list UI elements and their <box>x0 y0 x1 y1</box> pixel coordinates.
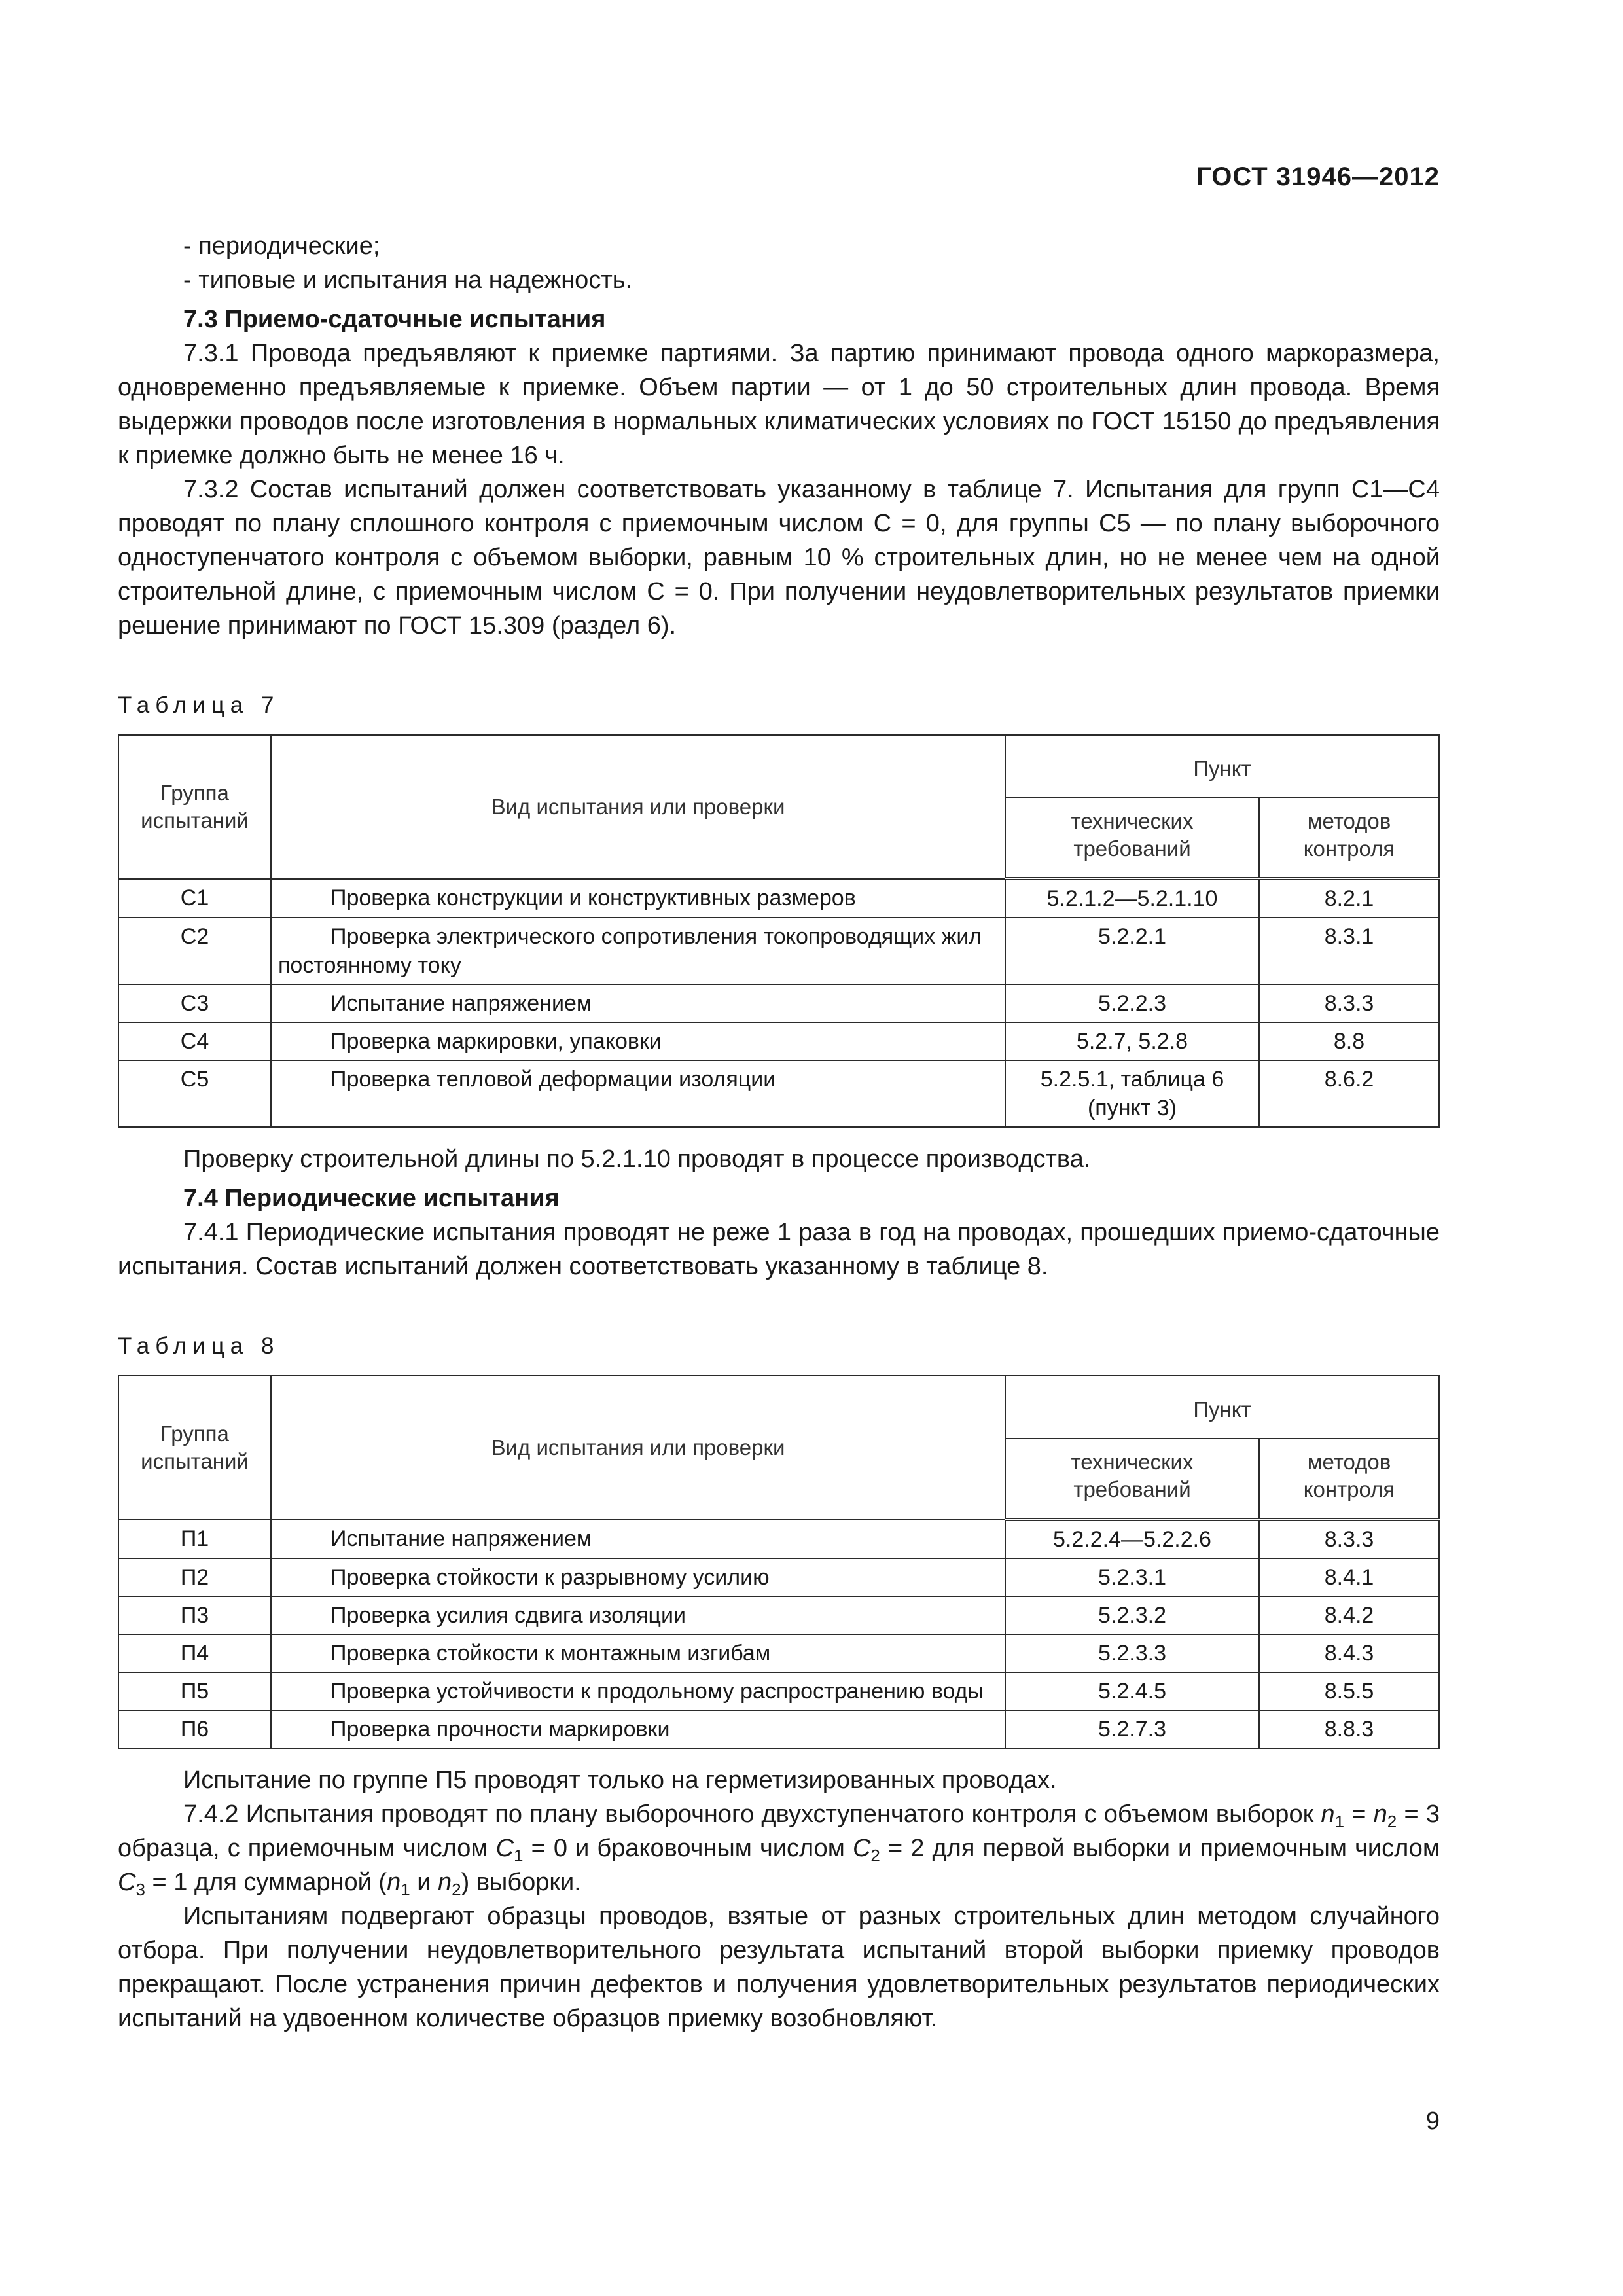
table-row <box>118 1634 1439 1672</box>
cell-test-name: Проверка стойкости к разрывному усилию <box>271 1558 1005 1596</box>
cell-method-clause: 8.4.3 <box>1259 1634 1439 1672</box>
cell-method-clause: 8.8 <box>1259 1022 1439 1060</box>
cell-test-name: Проверка прочности маркировки <box>271 1710 1005 1748</box>
cell-method-clause: 8.8.3 <box>1259 1710 1439 1748</box>
header-tech-requirements: технических требований <box>1005 1439 1259 1520</box>
cell-group: С1 <box>118 879 271 918</box>
header-clause: Пункт <box>1005 735 1439 798</box>
section-heading-7-4: 7.4 Периодические испытания <box>183 1185 560 1212</box>
cell-group: С2 <box>118 918 271 984</box>
paragraph-7-4-2: 7.4.2 Испытания проводят по плану выборочного двухступенчатого контроля с объемом выборок $n_1 = n_2 = 3$ образца, с приемочным числом $C_1 = 0$ и браковочным числом $C_2 = 2$ для первой выборки и приемочным числом $C_3 = 1$ для суммарной ($n_1$ и $n_2$) выборки. <box>118 1801 1440 1899</box>
cell-tech-clause: 5.2.3.2 <box>1005 1596 1259 1634</box>
cell-method-clause: 8.2.1 <box>1259 879 1439 918</box>
cell-method-clause: 8.4.1 <box>1259 1558 1439 1596</box>
cell-tech-clause: 5.2.3.3 <box>1005 1634 1259 1672</box>
cell-tech-clause: 5.2.7, 5.2.8 <box>1005 1022 1259 1060</box>
page-number: 9 <box>1425 2108 1440 2135</box>
table-8 <box>118 1375 1440 1749</box>
section-heading-7-3: 7.3 Приемо-сдаточные испытания <box>183 306 606 333</box>
table-row <box>118 984 1439 1022</box>
cell-tech-clause: 5.2.3.1 <box>1005 1558 1259 1596</box>
header-control-methods: методов контроля <box>1259 1439 1439 1520</box>
cell-group: С4 <box>118 1022 271 1060</box>
table-row <box>118 1558 1439 1596</box>
cell-method-clause: 8.6.2 <box>1259 1060 1439 1127</box>
cell-group: П3 <box>118 1596 271 1634</box>
cell-tech-clause: 5.2.2.3 <box>1005 984 1259 1022</box>
paragraph-7-3-1: 7.3.1 Провода предъявляют к приемке партиями. За партию принимают провода одного маркоразмера, одновременно предъявляемые к приемке. Объем партии — от 1 до 50 строительных длин провода. Время выдержки проводов после изготовления в нормальных климатических условиях по ГОСТ 15150 до предъявления к приемке должно быть не менее 16 ч. <box>118 340 1440 469</box>
list-item: - типовые и испытания на надежность. <box>183 266 633 294</box>
cell-test-name: Проверка конструкции и конструктивных размеров <box>271 879 1005 918</box>
cell-method-clause: 8.3.3 <box>1259 1520 1439 1559</box>
cell-test-name: Проверка электрического сопротивления токопроводящих жил постоянному току <box>271 918 1005 984</box>
cell-group: П6 <box>118 1710 271 1748</box>
paragraph-7-4-1: 7.4.1 Периодические испытания проводят не реже 1 раза в год на проводах, прошедших приемо-сдаточные испытания. Состав испытаний должен соответствовать указанному в таблице 8. <box>118 1219 1440 1280</box>
header-group: Группа испытаний <box>118 1376 271 1520</box>
cell-tech-clause: 5.2.2.4—5.2.2.6 <box>1005 1520 1259 1559</box>
table-row <box>118 1520 1439 1559</box>
header-tech-requirements: технических требований <box>1005 798 1259 879</box>
cell-tech-clause: 5.2.7.3 <box>1005 1710 1259 1748</box>
document-code: ГОСТ 31946—2012 <box>1196 162 1440 191</box>
list-item: - периодические; <box>183 232 380 260</box>
cell-method-clause: 8.3.3 <box>1259 984 1439 1022</box>
cell-group: С3 <box>118 984 271 1022</box>
cell-tech-clause: 5.2.4.5 <box>1005 1672 1259 1710</box>
header-group: Группа испытаний <box>118 735 271 879</box>
table-row <box>118 1060 1439 1127</box>
paragraph-final: Испытаниям подвергают образцы проводов, взятые от разных строительных длин методом случайного отбора. При получении неудовлетворительного результата испытаний второй выборки приемку проводов прекращают. После устранения причин дефектов и получения удовлетворительных результатов периодических испытаний на удвоенном количестве образцов приемку возобновляют. <box>118 1903 1440 2032</box>
table-row <box>118 1672 1439 1710</box>
paragraph-7-3-2: 7.3.2 Состав испытаний должен соответствовать указанному в таблице 7. Испытания для групп С1—С4 проводят по плану сплошного контроля с приемочным числом С = 0, для группы С5 — по плану выборочного одноступенчатого контроля с объемом выборки, равным 10 % строительных длин, но не менее чем на одной строительной длине, с приемочным числом С = 0. При получении неудовлетворительных результатов приемки решение принимают по ГОСТ 15.309 (раздел 6). <box>118 476 1440 639</box>
header-clause: Пункт <box>1005 1376 1439 1439</box>
cell-tech-clause: 5.2.2.1 <box>1005 918 1259 984</box>
cell-test-name: Проверка маркировки, упаковки <box>271 1022 1005 1060</box>
cell-test-name: Проверка усилия сдвига изоляции <box>271 1596 1005 1634</box>
cell-group: П5 <box>118 1672 271 1710</box>
cell-test-name: Испытание напряжением <box>271 1520 1005 1559</box>
cell-method-clause: 8.3.1 <box>1259 918 1439 984</box>
table-7-caption: Таблица 7 <box>118 692 280 718</box>
table-7 <box>118 734 1440 1128</box>
cell-method-clause: 8.4.2 <box>1259 1596 1439 1634</box>
page-content <box>118 229 1440 2036</box>
cell-test-name: Испытание напряжением <box>271 984 1005 1022</box>
cell-test-name: Проверка стойкости к монтажным изгибам <box>271 1634 1005 1672</box>
cell-group: С5 <box>118 1060 271 1127</box>
header-control-methods: методов контроля <box>1259 798 1439 879</box>
cell-test-name: Проверка тепловой деформации изоляции <box>271 1060 1005 1127</box>
table-row <box>118 879 1439 918</box>
cell-group: П1 <box>118 1520 271 1559</box>
cell-method-clause: 8.5.5 <box>1259 1672 1439 1710</box>
note-after-table-7: Проверку строительной длины по 5.2.1.10 проводят в процессе производства. <box>183 1145 1091 1173</box>
note-after-table-8: Испытание по группе П5 проводят только на герметизированных проводах. <box>183 1767 1057 1794</box>
cell-test-name: Проверка устойчивости к продольному распространению воды <box>271 1672 1005 1710</box>
table-row <box>118 1022 1439 1060</box>
cell-group: П4 <box>118 1634 271 1672</box>
table-row <box>118 1710 1439 1748</box>
cell-tech-clause: 5.2.5.1, таблица 6 (пункт 3) <box>1005 1060 1259 1127</box>
cell-group: П2 <box>118 1558 271 1596</box>
table-8-caption: Таблица 8 <box>118 1333 280 1359</box>
table-row <box>118 1596 1439 1634</box>
header-test-type: Вид испытания или проверки <box>271 735 1005 879</box>
cell-tech-clause: 5.2.1.2—5.2.1.10 <box>1005 879 1259 918</box>
header-test-type: Вид испытания или проверки <box>271 1376 1005 1520</box>
table-row <box>118 918 1439 984</box>
